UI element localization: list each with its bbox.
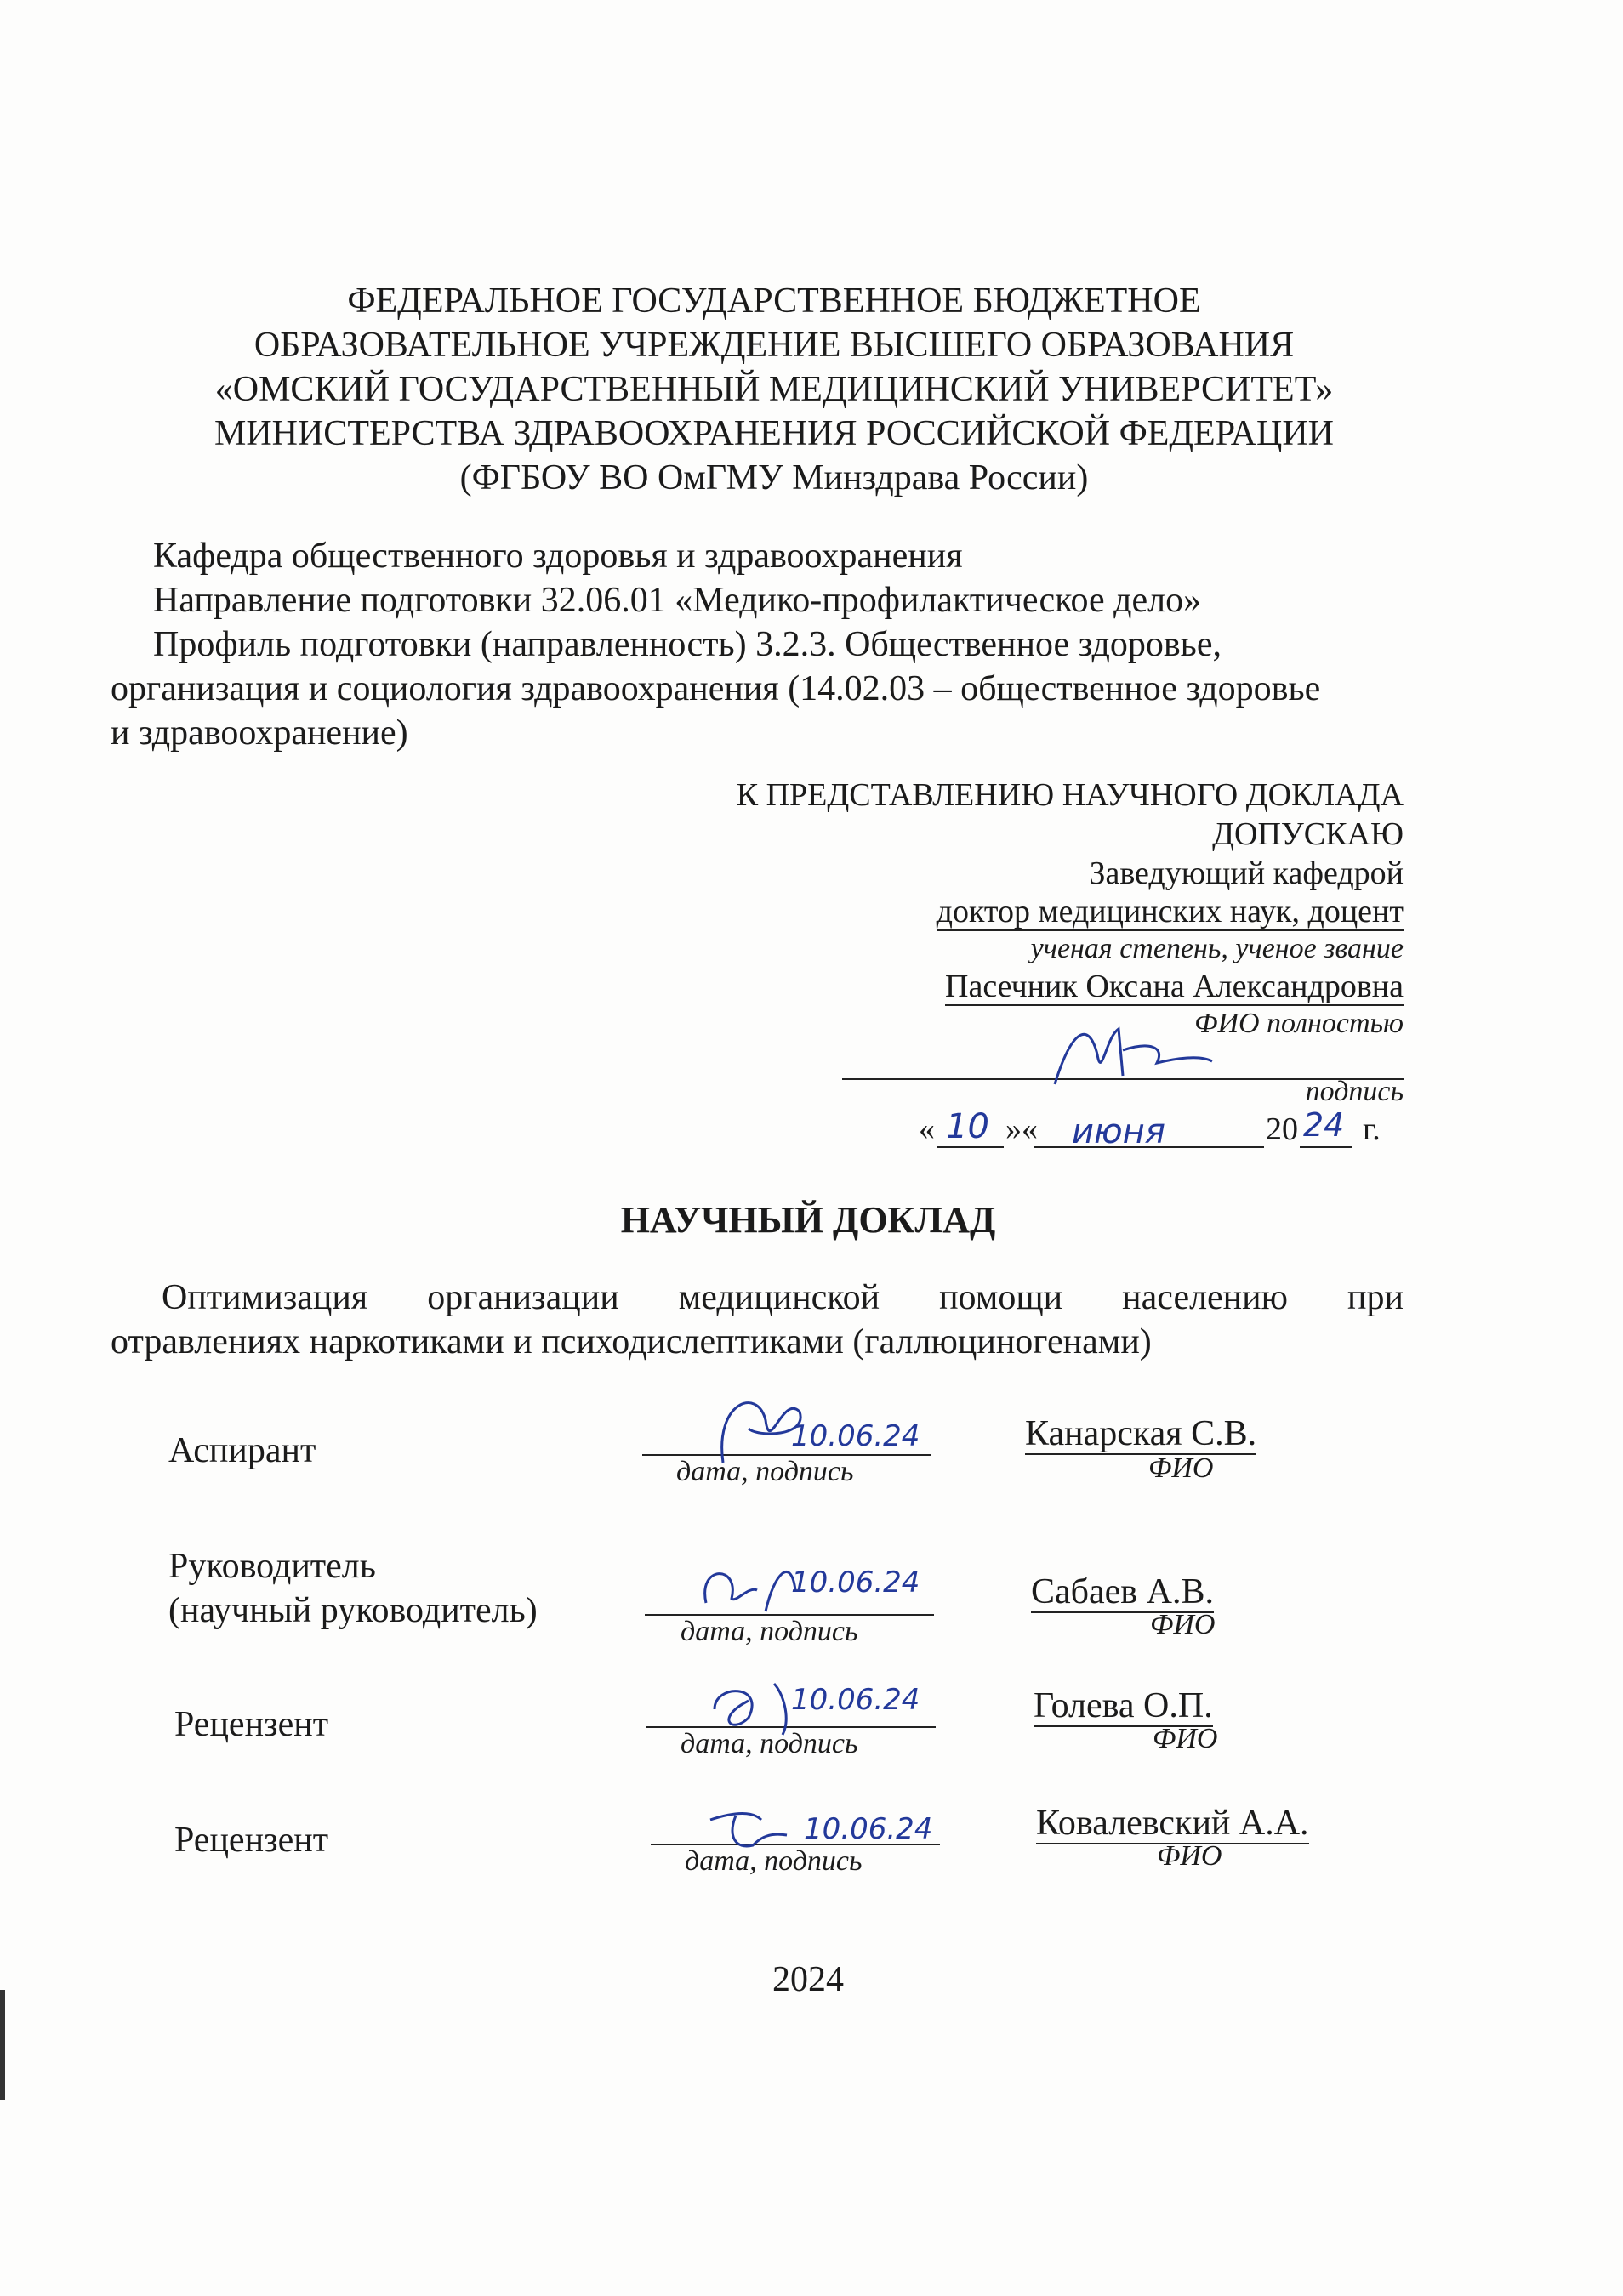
- approval-block: [595, 776, 1404, 1043]
- signer-name: Сабаев А.В.: [1031, 1572, 1214, 1611]
- profile-line-2: организация и социология здравоохранения (14.02.03 – общественное здоровье: [111, 669, 1321, 708]
- approval-date: [919, 1106, 1404, 1153]
- signer-role: Аспирант: [168, 1431, 316, 1470]
- signer-name: Голева О.П.: [1034, 1686, 1213, 1725]
- svg-text:10.06.24: 10.06.24: [804, 1812, 933, 1846]
- approval-degree: доктор медицинских наук, доцент: [936, 894, 1404, 929]
- header-line-5: (ФГБОУ ВО ОмГМУ Минздрава России): [459, 458, 1089, 497]
- header-line-3: «ОМСКИЙ ГОСУДАРСТВЕННЫЙ МЕДИЦИНСКИЙ УНИВЕРСИТЕТ»: [214, 370, 1334, 409]
- approval-line-1: К ПРЕДСТАВЛЕНИЮ НАУЧНОГО ДОКЛАДА: [736, 777, 1404, 813]
- approval-name-caption: ФИО полностью: [1194, 1008, 1404, 1039]
- approval-line-2: ДОПУСКАЮ: [1212, 816, 1404, 852]
- header-line-2: ОБРАЗОВАТЕЛЬНОЕ УЧРЕЖДЕНИЕ ВЫСШЕГО ОБРАЗОВАНИЯ: [253, 326, 1295, 365]
- direction-line: Направление подготовки 32.06.01 «Медико-профилактическое дело»: [153, 581, 1202, 620]
- department-line: Кафедра общественного здоровья и здравоохранения: [153, 537, 963, 576]
- footer-year: 2024: [772, 1960, 844, 1999]
- approval-degree-caption: ученая степень, ученое звание: [1030, 933, 1404, 964]
- profile-line-1: Профиль подготовки (направленность) 3.2.3. Общественное здоровье,: [153, 625, 1222, 664]
- head-sign-caption: подпись: [1305, 1076, 1404, 1107]
- approval-name: Пасечник Оксана Александровна: [945, 969, 1404, 1004]
- signer-name-caption: ФИО: [1157, 1840, 1222, 1872]
- signer-caption: дата, подпись: [676, 1456, 854, 1487]
- signer-name-caption: ФИО: [1153, 1723, 1218, 1754]
- handwritten-month: июня: [1072, 1112, 1165, 1151]
- handwritten-day: 10: [946, 1107, 989, 1146]
- date-year-end: г.: [1363, 1111, 1381, 1147]
- signer-role: Рецензент: [174, 1705, 329, 1744]
- institution-header: [119, 279, 1429, 500]
- signer-name-caption: ФИО: [1150, 1609, 1216, 1640]
- scan-edge-mark: [0, 1990, 5, 2100]
- signer-caption: дата, подпись: [681, 1616, 858, 1647]
- topic-block: [111, 1276, 1404, 1364]
- signer-name: Ковалевский А.А.: [1036, 1804, 1309, 1843]
- header-line-4: МИНИСТЕРСТВА ЗДРАВООХРАНЕНИЯ РОССИЙСКОЙ ФЕДЕРАЦИИ: [214, 414, 1335, 453]
- signer-caption: дата, подпись: [681, 1728, 858, 1759]
- signer-caption: дата, подпись: [685, 1845, 863, 1877]
- profile-line-3: и здравоохранение): [111, 713, 408, 753]
- topic-line-2: отравлениях наркотиками и психодислептиками (галлюциногенами): [111, 1322, 1152, 1361]
- signer-role: Рецензент: [174, 1821, 329, 1860]
- topic-line-1: Оптимизация организации медицинской помощи населению при: [162, 1278, 1404, 1317]
- signer-role: Руководитель (научный руководитель): [168, 1547, 538, 1630]
- approval-line-3: Заведующий кафедрой: [1089, 855, 1404, 891]
- signer-name: Канарская С.В.: [1025, 1414, 1257, 1453]
- signer-name-caption: ФИО: [1148, 1452, 1214, 1484]
- date-mid-quotes: »«: [1005, 1111, 1038, 1147]
- date-open-quote: «: [919, 1111, 935, 1147]
- date-year-prefix: 20: [1266, 1111, 1298, 1147]
- program-info: [111, 534, 1438, 755]
- header-line-1: ФЕДЕРАЛЬНОЕ ГОСУДАРСТВЕННОЕ БЮДЖЕТНОЕ: [347, 281, 1201, 321]
- document-title: НАУЧНЫЙ ДОКЛАД: [620, 1199, 996, 1241]
- svg-text:10.06.24: 10.06.24: [791, 1683, 920, 1717]
- svg-text:10.06.24: 10.06.24: [791, 1419, 920, 1453]
- svg-text:10.06.24: 10.06.24: [791, 1566, 920, 1600]
- handwritten-year: 24: [1303, 1106, 1345, 1144]
